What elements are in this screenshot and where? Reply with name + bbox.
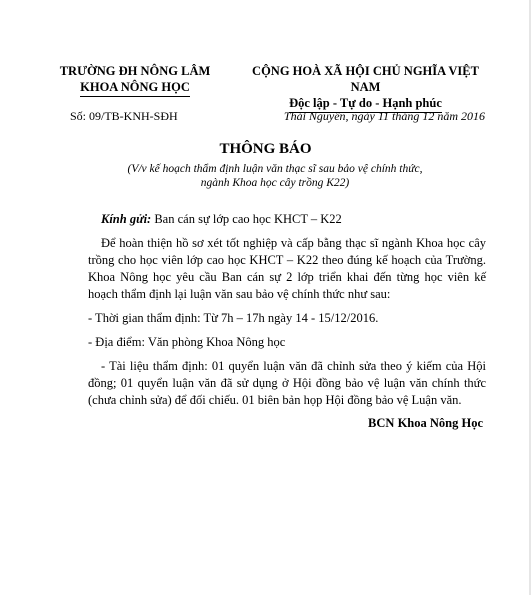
paragraph-time: - Thời gian thẩm định: Từ 7h – 17h ngày 14 - 15/12/2016. — [88, 311, 379, 325]
salutation-label: Kính gửi: — [101, 212, 152, 226]
salutation-line — [88, 211, 486, 228]
issuer-header — [50, 63, 220, 97]
document-subtitle: (V/v kế hoạch thẩm định luận văn thạc sĩ sau bảo vệ chính thức, ngành Khoa học cây trồng K22) — [127, 163, 423, 189]
document-title: THÔNG BÁO — [219, 141, 312, 157]
country-name: CỘNG HOÀ XÃ HỘI CHỦ NGHĨA VIỆT NAM — [252, 64, 479, 94]
national-header — [238, 63, 493, 113]
faculty-name: KHOA NÔNG HỌC — [80, 79, 190, 97]
salutation-recipient: Ban cán sự lớp cao học KHCT – K22 — [154, 212, 342, 226]
document-number: Số: 09/TB-KNH-SĐH — [70, 109, 178, 123]
national-motto: Độc lập - Tự do - Hạnh phúc — [289, 95, 442, 113]
document-body — [88, 211, 486, 416]
date-line: Thái Nguyên, ngày 11 tháng 12 năm 2016 — [283, 109, 485, 123]
signature: BCN Khoa Nông Học — [368, 416, 483, 430]
school-name: TRƯỜNG ĐH NÔNG LÂM — [59, 64, 211, 78]
paragraph-intro: Để hoàn thiện hồ sơ xét tốt nghiệp và cấp bằng thạc sĩ ngành Khoa học cây trồng cho học viên lớp cao học KHCT – K22 theo đúng kế hoạch của Trường. Khoa Nông học yêu cầu Ban cán sự 2 lớp triển khai đến từng học viên kế hoạch thẩm định lại luận văn sau bảo vệ chính thức như sau: — [88, 236, 486, 301]
paragraph-location: - Địa điểm: Văn phòng Khoa Nông học — [88, 335, 286, 349]
paragraph-materials: - Tài liệu thẩm định: 01 quyển luận văn đã chỉnh sửa theo ý kiếm của Hội đồng; 01 quyển luận văn đã sử dụng ở Hội đồng bảo vệ luận văn chính thức (chưa chỉnh sửa) để đối chiếu. 01 biên bản họp Hội đồng bảo vệ Luận văn. — [88, 359, 486, 407]
